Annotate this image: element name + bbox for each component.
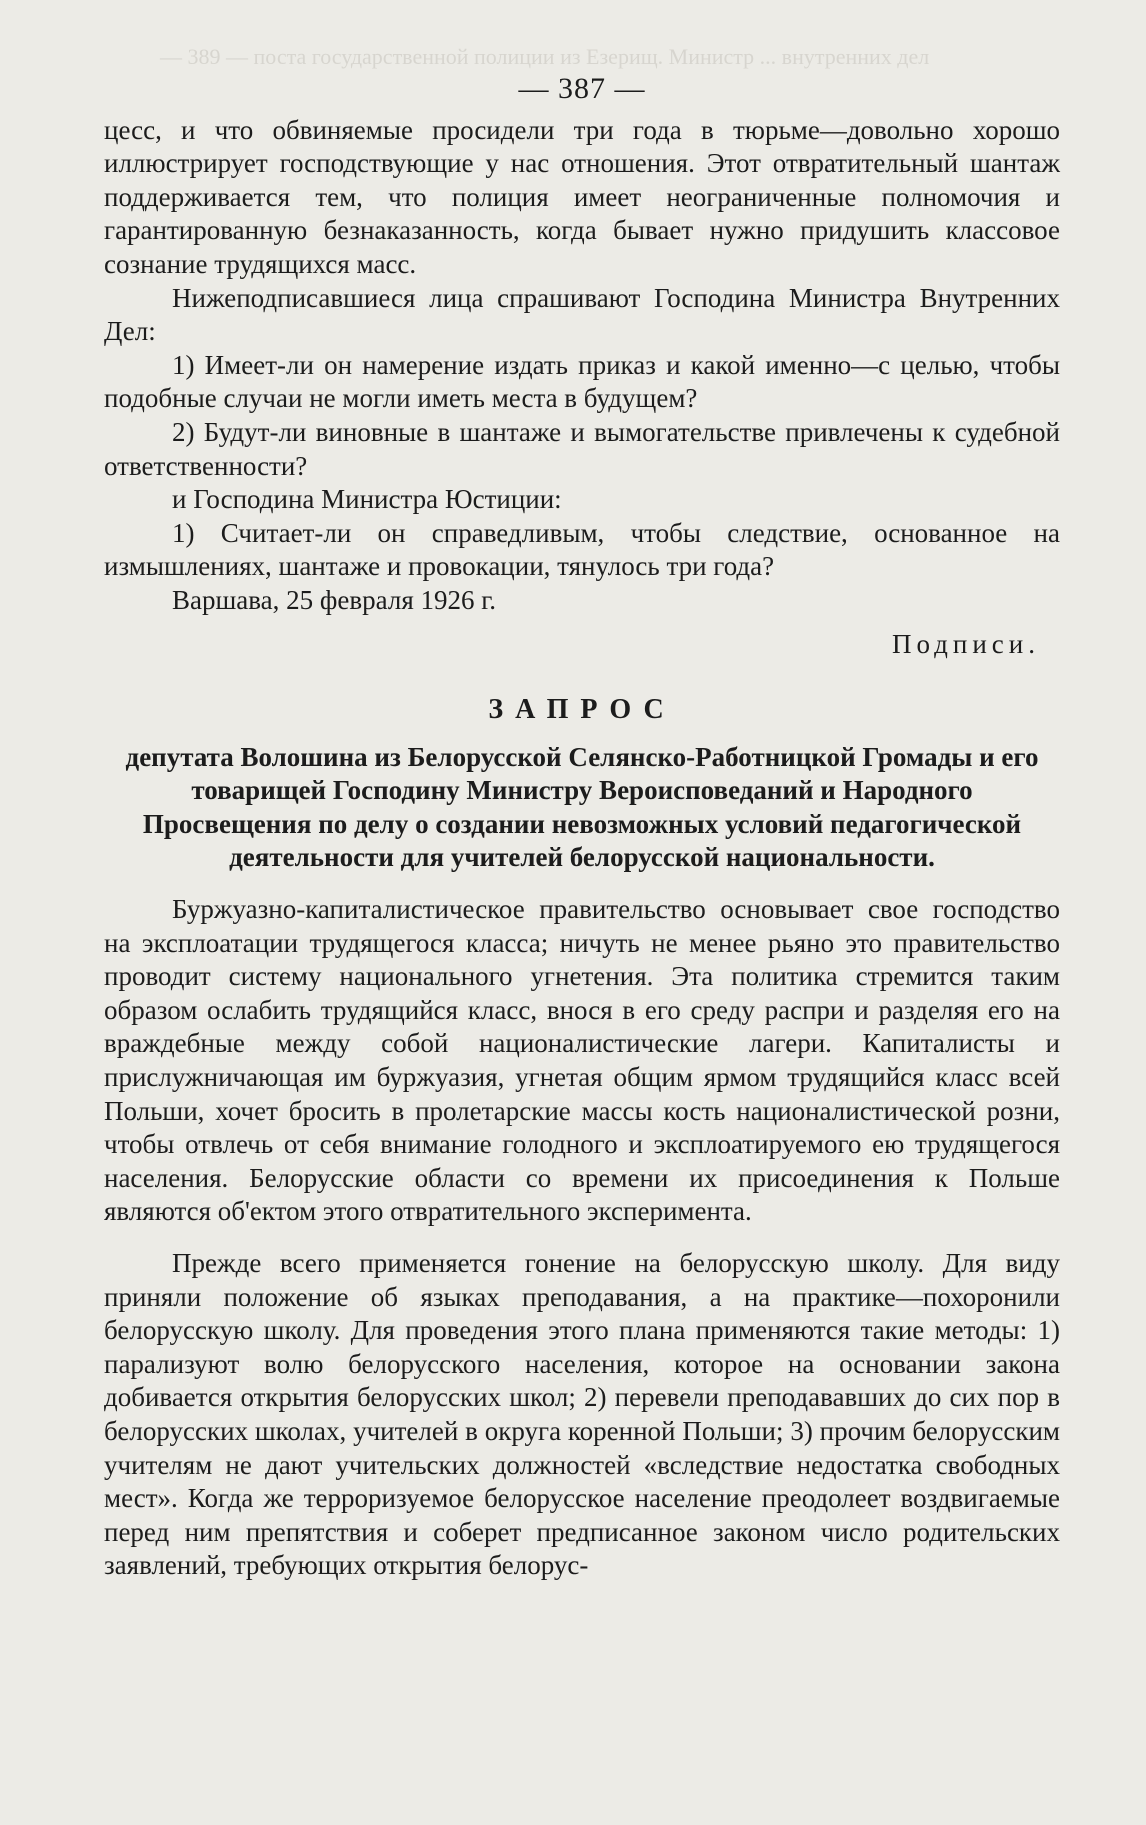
section-subtitle: депутата Волошина из Белорусской Селянско-Работницкой Громады и его товарищей Господину Министру Вероисповеданий и Народного Просвещения по делу о создании невозможных условий педагогической деятельности для учителей белорусской национальности. [125,741,1039,873]
page-number: — 387 — [518,72,646,105]
date-line: Варшава, 25 февраля 1926 г. [172,584,497,615]
paragraph: и Господина Министра Юстиции: [172,484,562,515]
signatures-label: Подписи. [891,628,1040,659]
paragraph: Нижеподписавшиеся лица спрашивают Господина Министра Внутренних Дел: [104,282,1060,347]
paragraph: Буржуазно-капиталистическое правительство основывает свое господство на эксплоатации трудящегося класса; ничуть не менее рьяно это правительство проводит систему национального угнетения. Эта политика стремится таким образом ослабить трудящийся класс, внося в его среду распри и разделяя его на враждебные между собой националистические лагери. Капиталисты и прислужничающая им буржуазия, угнетая общим ярмом трудящийся класс всей Польши, хочет бросить в пролетарские массы кость националистической розни, чтобы отвлечь от себя внимание голодного и эксплоатируемого ею трудящегося населения. Белорусские области со времени их присоединения к Польше являются об'ектом этого отвратительного эксперимента. [104,894,1060,1227]
question-item: 1) Считает-ли он справедливым, чтобы следствие, основанное на измышлениях, шантаже и провокации, тянулось три года? [104,517,1060,582]
document-page [104,72,1060,1583]
question-item: 2) Будут-ли виновные в шантаже и вымогательстве привлечены к судебной ответственности? [104,416,1060,481]
question-item: 1) Имеет-ли он намерение издать приказ и какой именно—с целью, чтобы подобные случаи не могли иметь места в будущем? [104,349,1060,414]
bleed-through-text: — 389 — поста государственной полиции из Езерищ. Министр ... внутренних дел [160,44,930,69]
paragraph: Прежде всего применяется гонение на белорусскую школу. Для виду приняли положение об языках преподавания, а на практике—похоронили белорусскую школу. Для проведения этого плана применяются такие методы: 1) парализуют волю белорусского населения, которое на основании закона добивается открытия белорусских школ; 2) перевели преподававших до сих пор в белорусских школах, учителей в округа коренной Польши; 3) прочим белорусским учителям не дают учительских должностей «вследствие недостатка свободных мест». Когда же терроризуемое белорусское население преодолеет воздвигаемые перед ним препятствия и соберет предписанное законом число родительских заявлений, требующих открытия белорус- [104,1248,1060,1581]
section-heading: ЗАПРОС [488,694,676,726]
paragraph: цесс, и что обвиняемые просидели три года в тюрьме—довольно хорошо иллюстрирует господствующие у нас отношения. Этот отвратительный шантаж поддерживается тем, что полиция имеет неограниченные полномочия и гарантированную безнаказанность, когда бывает нужно придушить классовое сознание трудящихся масс. [104,114,1060,279]
